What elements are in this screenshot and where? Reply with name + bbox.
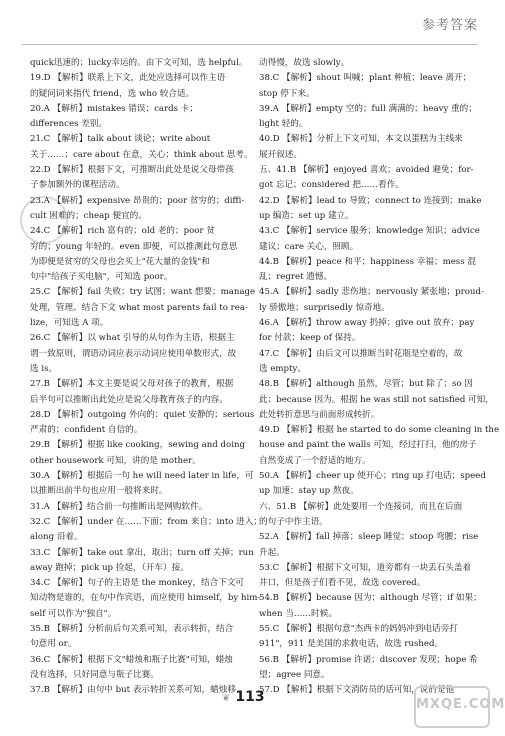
answer-line: 严肃的；confident 自信的。 <box>30 425 143 436</box>
answer-line: 句中"给孩子买电脑"，可知选 poor。 <box>30 272 173 283</box>
answer-line: stop 停下来。 <box>259 88 315 99</box>
answer-line: up 加速；stay up 熬夜。 <box>259 486 359 497</box>
answer-line: differences 差别。 <box>30 119 107 130</box>
answer-line: 55.C 【解析】根据句意"杰西卡的妈妈冲到电话旁打 <box>259 623 458 634</box>
header-title: 参考答案 <box>421 18 478 33</box>
leaf-ornament-icon: ❦ <box>222 693 231 704</box>
page-number: 113 <box>235 689 265 705</box>
answer-line: 32.C 【解析】under 在……下面；from 来自；into 进入； <box>30 516 262 527</box>
answer-line: 24.C 【解析】rich 富有的；old 老的；poor 贫 <box>30 226 215 237</box>
answer-line: 谓一致原则，谓语动词应表示动词应使用单数形式，故 <box>30 348 237 359</box>
answer-line: 望；agree 同意。 <box>259 669 330 680</box>
answer-line: 52.A 【解析】fall 掉落；sleep 睡觉；stoop 弯腰；rise <box>259 532 479 543</box>
answer-line: lize，可知选 A 项。 <box>30 318 109 329</box>
answer-line: 36.C 【解析】根据下文"蜡烛和瓶子比赛"可知，蜡烛 <box>30 654 233 665</box>
answer-line: 六、51.B 【解析】此处要用一个连接词，而且在后面 <box>259 501 463 512</box>
answer-line: 处理，管理。结合下文 what most parents fail to rea- <box>30 302 248 313</box>
answer-line: 关于……；care about 在意，关心；think about 思考。 <box>30 149 253 160</box>
answer-line: 此；because 因为。根据 he was still not satisfied 可知， <box>259 394 494 405</box>
answer-columns <box>30 56 500 698</box>
answer-line: 27.B 【解析】本文主要是说父母对孩子的教育，根据 <box>30 379 234 390</box>
answer-line: 19.D 【解析】联系上下文，此处应选择可以作主语 <box>30 73 226 84</box>
answer-line: got 忘记；considered 把……看作。 <box>259 180 404 191</box>
header-divider <box>22 44 478 45</box>
answer-line: 42.D 【解析】lead to 导致；connect to 连接到；make <box>259 195 482 206</box>
answer-line: 57.D 【解析】根据下文消防员的话可知，说的是他 <box>259 685 455 696</box>
answer-page <box>30 56 500 696</box>
answer-line: 没有选择，只好同意与瓶子比赛。 <box>30 669 159 680</box>
answer-line: 的疑问词来指代 friend，选 who 较合适。 <box>30 88 195 99</box>
answer-line: 以推断出前半句也应用一般将来时。 <box>30 486 168 497</box>
answer-line: house and paint the walls 可知，经过打扫，他的房子 <box>259 440 477 451</box>
answer-line: 21.C 【解析】talk about 谈论；write about <box>30 134 211 145</box>
answer-line: 54.B 【解析】because 因为；although 尽管；if 如果； <box>259 593 482 604</box>
answer-line: 28.D 【解析】outgoing 外向的；quiet 安静的；serious <box>30 409 255 420</box>
answer-line: quick迅速的；lucky幸运的。由下文可知，选 helpful。 <box>30 58 248 68</box>
answer-line: 47.C 【解析】由后文可以推断当时花瓶是空着的，故 <box>259 348 463 359</box>
answer-line: light 轻的。 <box>259 119 308 130</box>
answer-line: 33.C 【解析】take out 拿出，取出；turn off 关掉；run <box>30 547 254 558</box>
answer-line: 53.C 【解析】根据下文可知，道旁都有一块丢石头盖着 <box>259 562 472 573</box>
answer-line: when 当……时候。 <box>259 608 337 619</box>
answer-line: 31.A 【解析】结合前一句推断出是网购软件。 <box>30 501 208 512</box>
answer-line: 自然变成了一个舒适的地方。 <box>259 455 371 466</box>
answer-line: 911"，911 是美国的求救电话，故选 rushed。 <box>259 639 444 650</box>
answer-line: 选 is。 <box>30 363 58 374</box>
right-column <box>259 56 500 698</box>
answer-line: 25.C 【解析】fail 失败；try 试图；want 想要；manage <box>30 287 256 298</box>
answer-line: 20.A 【解析】mistakes 错误；cards 卡； <box>30 103 198 114</box>
answer-line: 此处转折意思与前面形成转折。 <box>259 409 380 420</box>
answer-line: 37.B 【解析】由句中 but 表示转折关系可知，蜡烛移 <box>30 685 236 696</box>
watermark-logo: MXQE.COM <box>414 686 490 728</box>
answer-line: 38.C 【解析】shout 叫喊；plant 种植；leave 离开； <box>259 73 472 84</box>
answer-line: 五、41.B 【解析】enjoyed 喜欢；avoided 避免；for- <box>259 165 474 176</box>
answer-line: 49.D 【解析】根据 he started to do some cleaning in the <box>259 425 500 436</box>
answer-line: 29.B 【解析】根据 like cooking，sewing and doing <box>30 440 245 451</box>
answer-line: 井口，但是孩子们看不见，故选 covered。 <box>259 578 426 589</box>
answer-line: 48.B 【解析】although 虽然，尽管；but 除了；so 因 <box>259 379 473 390</box>
answer-line: 子参加额外的课程活动。 <box>30 180 125 191</box>
answer-line: 知动物是谁的，在句中作宾语，而应使用 himself，by him- <box>30 593 261 604</box>
answer-line: 为即便是贫穷的父母也会买上"花大量的金钱"和 <box>30 256 210 267</box>
answer-line: 展开叙述。 <box>259 149 302 160</box>
answer-line: other housework 可知，讲的是 mother。 <box>30 455 201 466</box>
answer-line: 22.D 【解析】根据下文，可推断出此处是说父母带孩 <box>30 165 234 176</box>
answer-line: 40.D 【解析】分析上下文可知，本文以蛋糕为主线来 <box>259 134 463 145</box>
answer-line: 26.C 【解析】以 what 引导的从句作为主语，根据主 <box>30 333 235 344</box>
answer-line: 30.A 【解析】根据后一句 he will need later in life，可 <box>30 471 254 482</box>
answer-line: away 跑掉；pick up 捡起，（开车）接。 <box>30 562 189 573</box>
answer-line: 39.A 【解析】empty 空的；full 满满的；heavy 重的； <box>259 103 477 114</box>
answer-line: 44.B 【解析】peace 和平；happiness 幸福；mess 混 <box>259 256 476 267</box>
answer-line: 23.A 【解析】expensive 昂贵的；poor 贫穷的；diffi- <box>30 195 245 206</box>
answer-line: 选 empty。 <box>259 363 306 374</box>
answer-line: 的句子中作主语。 <box>259 516 328 527</box>
answer-line: 46.A 【解析】throw away 扔掉；give out 放弃；pay <box>259 318 475 329</box>
answer-line: 45.A 【解析】sadly 悲伤地；nervously 紧张地；proud- <box>259 287 484 298</box>
answer-line: 穷的；young 年轻的。even 即便，可以推测此句意思 <box>30 241 238 252</box>
answer-line: 34.C 【解析】句子的主语是 the monkey，结合下文可 <box>30 578 245 589</box>
answer-line: 动得慢，故选 slowly。 <box>259 58 350 68</box>
answer-line: for 付款；keep of 保持。 <box>259 333 361 344</box>
answer-line: self 可以作为"独自"。 <box>30 608 117 619</box>
answer-line: 升起。 <box>259 547 285 558</box>
answer-line: 乱；regret 遗憾。 <box>259 272 333 283</box>
answer-line: 35.B 【解析】分析前后句关系可知，表示转折，结合 <box>30 623 234 634</box>
answer-line: 50.A 【解析】cheer up 使开心；ring up 打电话；speed <box>259 471 486 482</box>
answer-line: cult 困难的；cheap 便宜的。 <box>30 210 147 221</box>
answer-line: 后半句可以推断出此处应是说父母教育孩子的内容。 <box>30 394 228 405</box>
answer-line: along 沿着。 <box>30 532 83 543</box>
answer-line: 56.B 【解析】promise 许诺；discover 发现；hope 希 <box>259 654 478 665</box>
answer-line: 句意用 or。 <box>30 639 77 650</box>
answer-line: ly 骄傲地；surprisedly 惊奇地。 <box>259 302 390 313</box>
answer-line: 建议；care 关心，照顾。 <box>259 241 359 252</box>
answer-line: 43.C 【解析】service 服务；knowledge 知识；advice <box>259 226 480 237</box>
answer-line: up 编造；set up 建立。 <box>259 210 354 221</box>
